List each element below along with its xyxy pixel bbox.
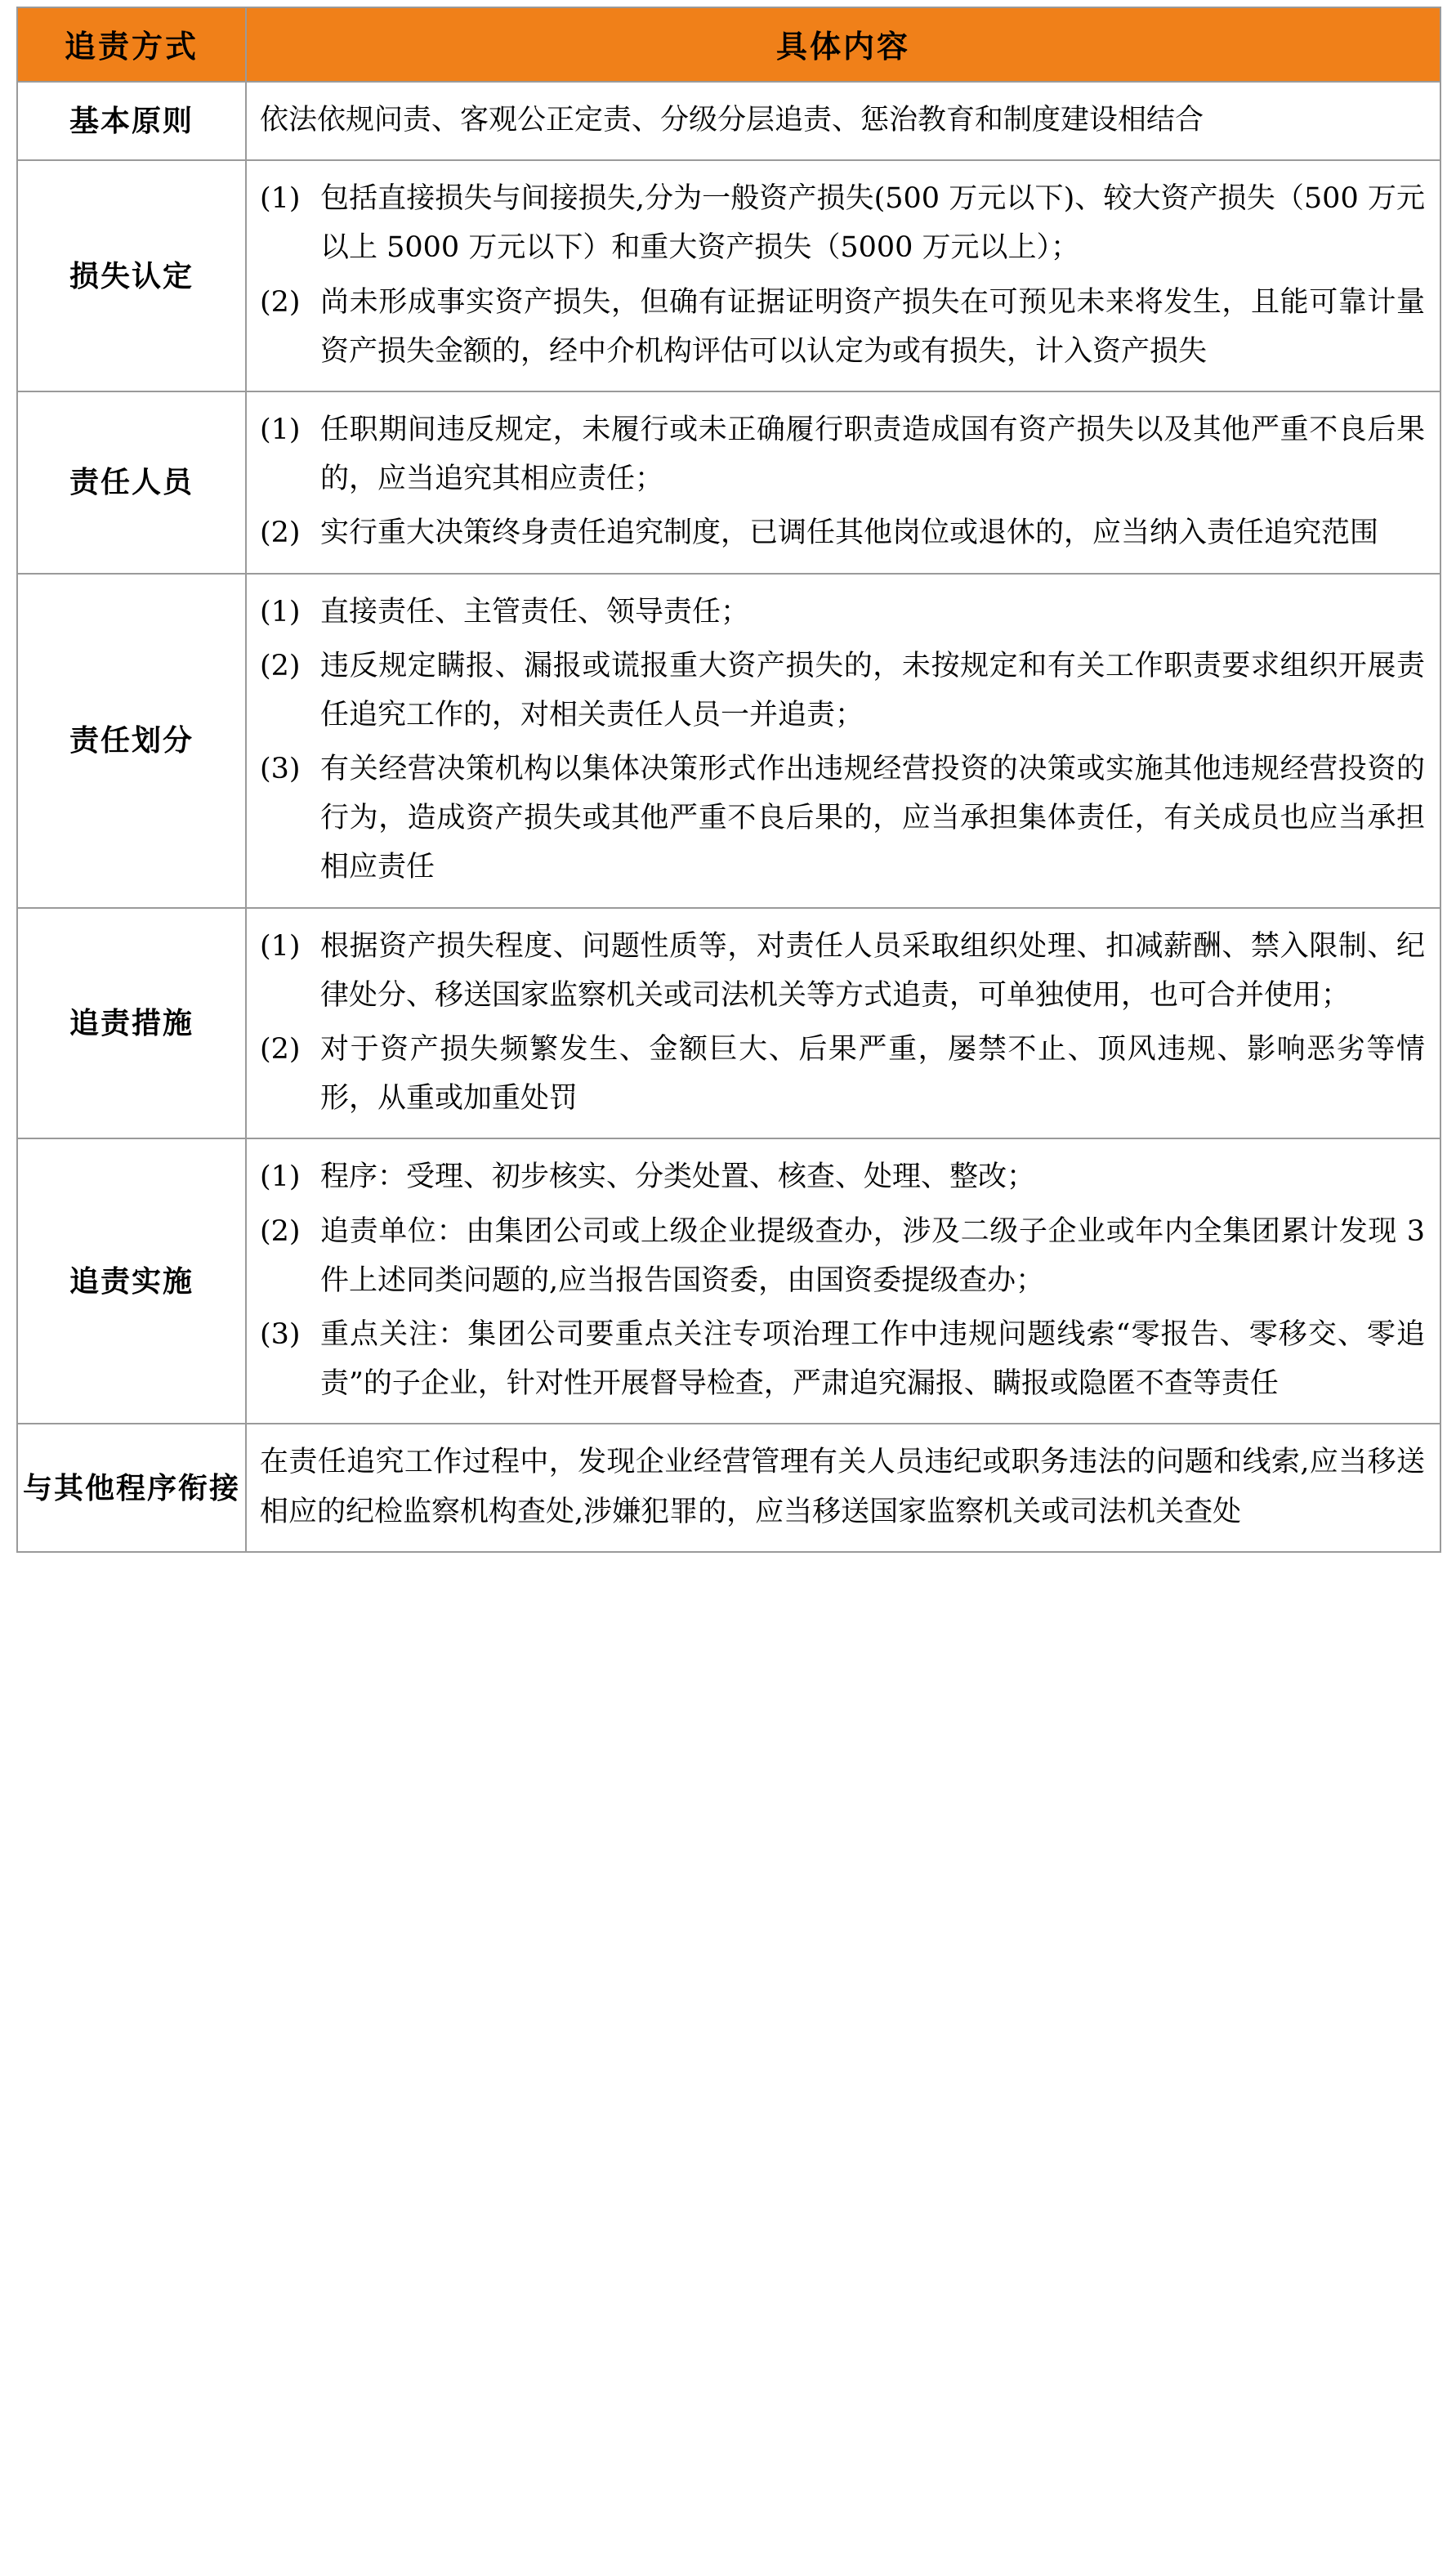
table-row (17, 160, 1440, 391)
row-label-accountability-implementation: 追责实施 (17, 1138, 246, 1424)
row-label-responsible-personnel: 责任人员 (17, 391, 246, 574)
item-list (260, 174, 1425, 376)
paragraph-text: 依法依规问责、客观公正定责、分级分层追责、惩治教育和制度建设相结合 (260, 104, 1204, 136)
row-label-loss-determination: 损失认定 (17, 160, 246, 391)
list-item (260, 508, 1425, 557)
row-content-responsible-personnel (246, 391, 1440, 574)
table-body (17, 82, 1440, 1552)
list-item (260, 1207, 1425, 1305)
list-item (260, 922, 1425, 1020)
list-item (260, 745, 1425, 892)
list-item-marker: (2) (260, 1033, 301, 1066)
table-row (17, 908, 1440, 1139)
list-item-text: 追责单位：由集团公司或上级企业提级查办，涉及二级子企业或年内全集团累计发现 3 件上述同类问题的,应当报告国资委，由国资委提级查办； (320, 1214, 1425, 1297)
list-item (260, 405, 1425, 503)
list-item-marker: (1) (260, 182, 301, 216)
list-item (260, 1152, 1425, 1201)
list-item-text: 根据资产损失程度、问题性质等，对责任人员采取组织处理、扣减薪酬、禁入限制、纪律处分、移送国家监察机关或司法机关等方式追责，可单独使用，也可合并使用； (320, 929, 1425, 1012)
list-item-marker: (3) (260, 1317, 301, 1351)
list-item-text: 任职期间违反规定，未履行或未正确履行职责造成国有资产损失以及其他严重不良后果的，应当追究其相应责任； (320, 413, 1425, 496)
list-item-text: 违反规定瞒报、漏报或谎报重大资产损失的，未按规定和有关工作职责要求组织开展责任追究工作的，对相关责任人员一并追责； (320, 649, 1425, 731)
table-header-row (17, 7, 1440, 82)
table-row (17, 391, 1440, 574)
list-item-marker: (2) (260, 649, 301, 682)
list-item (260, 278, 1425, 376)
table-row (17, 1424, 1440, 1551)
list-item (260, 1025, 1425, 1123)
list-item-text: 对于资产损失频繁发生、金额巨大、后果严重，屡禁不止、顶风违规、影响恶劣等情形，从重或加重处罚 (320, 1033, 1425, 1116)
row-content-loss-determination (246, 160, 1440, 391)
table-row (17, 1138, 1440, 1424)
list-item-text: 包括直接损失与间接损失,分为一般资产损失(500 万元以下)、较大资产损失（500 万元以上 5000 万元以下）和重大资产损失（5000 万元以上）； (320, 182, 1425, 265)
list-item-text: 直接责任、主管责任、领导责任； (320, 595, 750, 628)
table-header (17, 7, 1440, 82)
list-item-marker: (2) (260, 1214, 301, 1248)
row-content-accountability-implementation (246, 1138, 1440, 1424)
list-item-text: 重点关注：集团公司要重点关注专项治理工作中违规问题线索“零报告、零移交、零追责”的子企业，针对性开展督导检查，严肃追究漏报、瞒报或隐匿不查等责任 (320, 1317, 1425, 1401)
list-item-marker: (2) (260, 517, 301, 550)
table-row (17, 574, 1440, 908)
list-item-marker: (1) (260, 413, 301, 446)
row-label-accountability-measures: 追责措施 (17, 908, 246, 1139)
item-list (260, 588, 1425, 892)
item-list (260, 1152, 1425, 1408)
row-content-other-procedures (246, 1424, 1440, 1551)
accountability-table (16, 7, 1441, 1553)
row-label-other-procedures: 与其他程序衔接 (17, 1424, 246, 1551)
list-item (260, 588, 1425, 637)
row-label-basic-principles: 基本原则 (17, 82, 246, 160)
item-list (260, 922, 1425, 1124)
list-item-marker: (1) (260, 929, 301, 963)
item-list (260, 405, 1425, 558)
list-item-text: 有关经营决策机构以集体决策形式作出违规经营投资的决策或实施其他违规经营投资的行为，造成资产损失或其他严重不良后果的，应当承担集体责任，有关成员也应当承担相应责任 (320, 753, 1425, 884)
list-item (260, 642, 1425, 740)
row-label-responsibility-division: 责任划分 (17, 574, 246, 908)
list-item-marker: (3) (260, 753, 301, 786)
table-row (17, 82, 1440, 160)
list-item (260, 174, 1425, 272)
list-item-text: 尚未形成事实资产损失，但确有证据证明资产损失在可预见未来将发生，且能可靠计量资产损失金额的，经中介机构评估可以认定为或有损失，计入资产损失 (320, 285, 1425, 368)
list-item-marker: (1) (260, 595, 301, 628)
paragraph-text: 在责任追究工作过程中，发现企业经营管理有关人员违纪或职务违法的问题和线索,应当移送相应的纪检监察机构查处,涉嫌犯罪的，应当移送国家监察机关或司法机关查处 (260, 1446, 1425, 1528)
list-item (260, 1310, 1425, 1408)
row-content-basic-principles (246, 82, 1440, 160)
list-item-text: 程序：受理、初步核实、分类处置、核查、处理、整改； (320, 1160, 1036, 1194)
list-item-marker: (2) (260, 285, 301, 319)
column-header-content: 具体内容 (246, 7, 1440, 82)
row-content-accountability-measures (246, 908, 1440, 1139)
list-item-marker: (1) (260, 1160, 301, 1194)
row-content-responsibility-division (246, 574, 1440, 908)
column-header-method: 追责方式 (17, 7, 246, 82)
list-item-text: 实行重大决策终身责任追究制度，已调任其他岗位或退休的，应当纳入责任追究范围 (320, 517, 1379, 550)
